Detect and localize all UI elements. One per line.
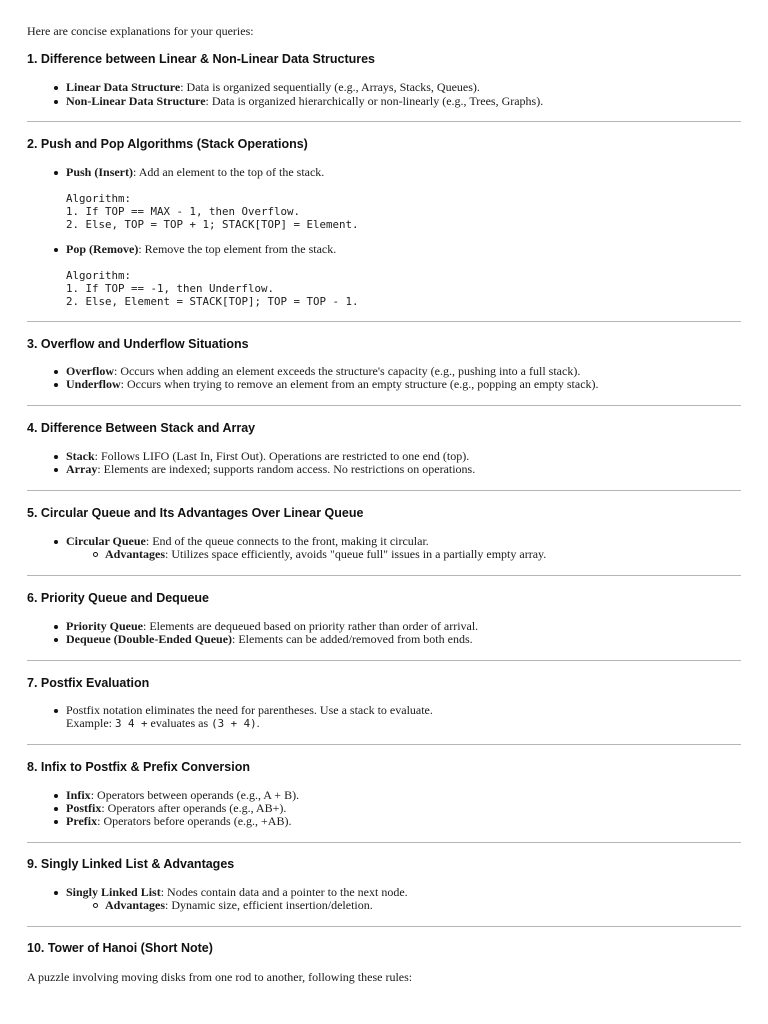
postfix-example [66,717,260,730]
section-divider [27,842,741,843]
description: : Operators before operands (e.g., +AB). [97,814,292,828]
section-2-heading: 2. Push and Pop Algorithms (Stack Operations) [27,137,308,151]
description: : End of the queue connects to the front, making it circular. [145,534,429,548]
term: Stack [66,449,95,463]
list-item [66,243,336,256]
push-algorithm-code: Algorithm: 1. If TOP == MAX - 1, then Overflow. 2. Else, TOP = TOP + 1; STACK[TOP] = Element. [66,192,359,231]
description: : Data is organized sequentially (e.g., Arrays, Stacks, Queues). [180,80,480,94]
term: Underflow [66,377,121,391]
section-divider [27,405,741,406]
section-divider [27,744,741,745]
list-item [66,378,599,391]
description: : Follows LIFO (Last In, First Out). Operations are restricted to one end (top). [94,449,470,463]
section-1-heading: 1. Difference between Linear & Non-Linear Data Structures [27,52,376,66]
section-9-heading: 9. Singly Linked List & Advantages [27,857,235,871]
description: : Nodes contain data and a pointer to the next node. [160,885,408,899]
term: Non-Linear Data Structure [66,94,206,108]
list-item: Postfix notation eliminates the need for parentheses. Use a stack to evaluate. [66,703,433,717]
paragraph: A puzzle involving moving disks from one rod to another, following these rules: [27,970,413,984]
term: Singly Linked List [66,885,161,899]
term: Array [66,462,98,476]
example-label: Example: [66,716,115,730]
term: Advantages [105,547,166,561]
section-divider [27,490,741,491]
section-3-heading: 3. Overflow and Underflow Situations [27,337,249,351]
list-item [66,81,480,94]
section-divider [27,575,741,576]
section-10-heading: 10. Tower of Hanoi (Short Note) [27,941,213,955]
term: Linear Data Structure [66,80,181,94]
description: : Occurs when adding an element exceeds the structure's capacity (e.g., pushing into a full stack). [113,364,581,378]
description: : Elements can be added/removed from both ends. [232,632,473,646]
intro-text: Here are concise explanations for your queries: [27,24,254,38]
term: Priority Queue [66,619,143,633]
term: Pop (Remove) [66,242,139,256]
example-result: (3 + 4) [211,717,257,730]
pop-algorithm-code: Algorithm: 1. If TOP == -1, then Underflow. 2. Else, Element = STACK[TOP]; TOP = TOP - 1. [66,269,359,308]
term: Infix [66,788,91,802]
description: : Utilizes space efficiently, avoids "queue full" issues in a partially empty array. [165,547,547,561]
section-5-heading: 5. Circular Queue and Its Advantages Over Linear Queue [27,506,364,520]
term: Postfix [66,801,102,815]
example-middle-text: evaluates as [147,716,212,730]
description: : Elements are indexed; supports random access. No restrictions on operations. [97,462,476,476]
sub-list-item [105,548,546,561]
description: : Remove the top element from the stack. [138,242,337,256]
term: Dequeue (Double-Ended Queue) [66,632,233,646]
list-item [66,463,475,476]
term: Overflow [66,364,114,378]
description: : Occurs when trying to remove an element from an empty structure (e.g., popping an empty stack). [120,377,599,391]
section-divider [27,321,741,322]
list-item [66,166,324,179]
section-6-heading: 6. Priority Queue and Dequeue [27,591,209,605]
sub-list-item [105,899,373,912]
example-expression: 3 4 + [114,717,148,730]
term: Circular Queue [66,534,146,548]
section-8-heading: 8. Infix to Postfix & Prefix Conversion [27,760,250,774]
section-7-heading: 7. Postfix Evaluation [27,676,150,690]
term: Push (Insert) [66,165,134,179]
section-divider [27,660,741,661]
section-divider [27,926,741,927]
list-item [66,633,473,646]
description: : Operators between operands (e.g., A + B). [90,788,300,802]
description: : Operators after operands (e.g., AB+). [101,801,287,815]
section-divider [27,121,741,122]
list-item [66,95,543,108]
description: : Add an element to the top of the stack. [133,165,325,179]
term: Advantages [105,898,166,912]
description: : Dynamic size, efficient insertion/deletion. [165,898,373,912]
term: Prefix [66,814,98,828]
example-end: . [256,716,260,730]
description: : Data is organized hierarchically or non-linearly (e.g., Trees, Graphs). [205,94,544,108]
description: : Elements are dequeued based on priority rather than order of arrival. [142,619,479,633]
section-4-heading: 4. Difference Between Stack and Array [27,421,256,435]
list-item [66,815,291,828]
